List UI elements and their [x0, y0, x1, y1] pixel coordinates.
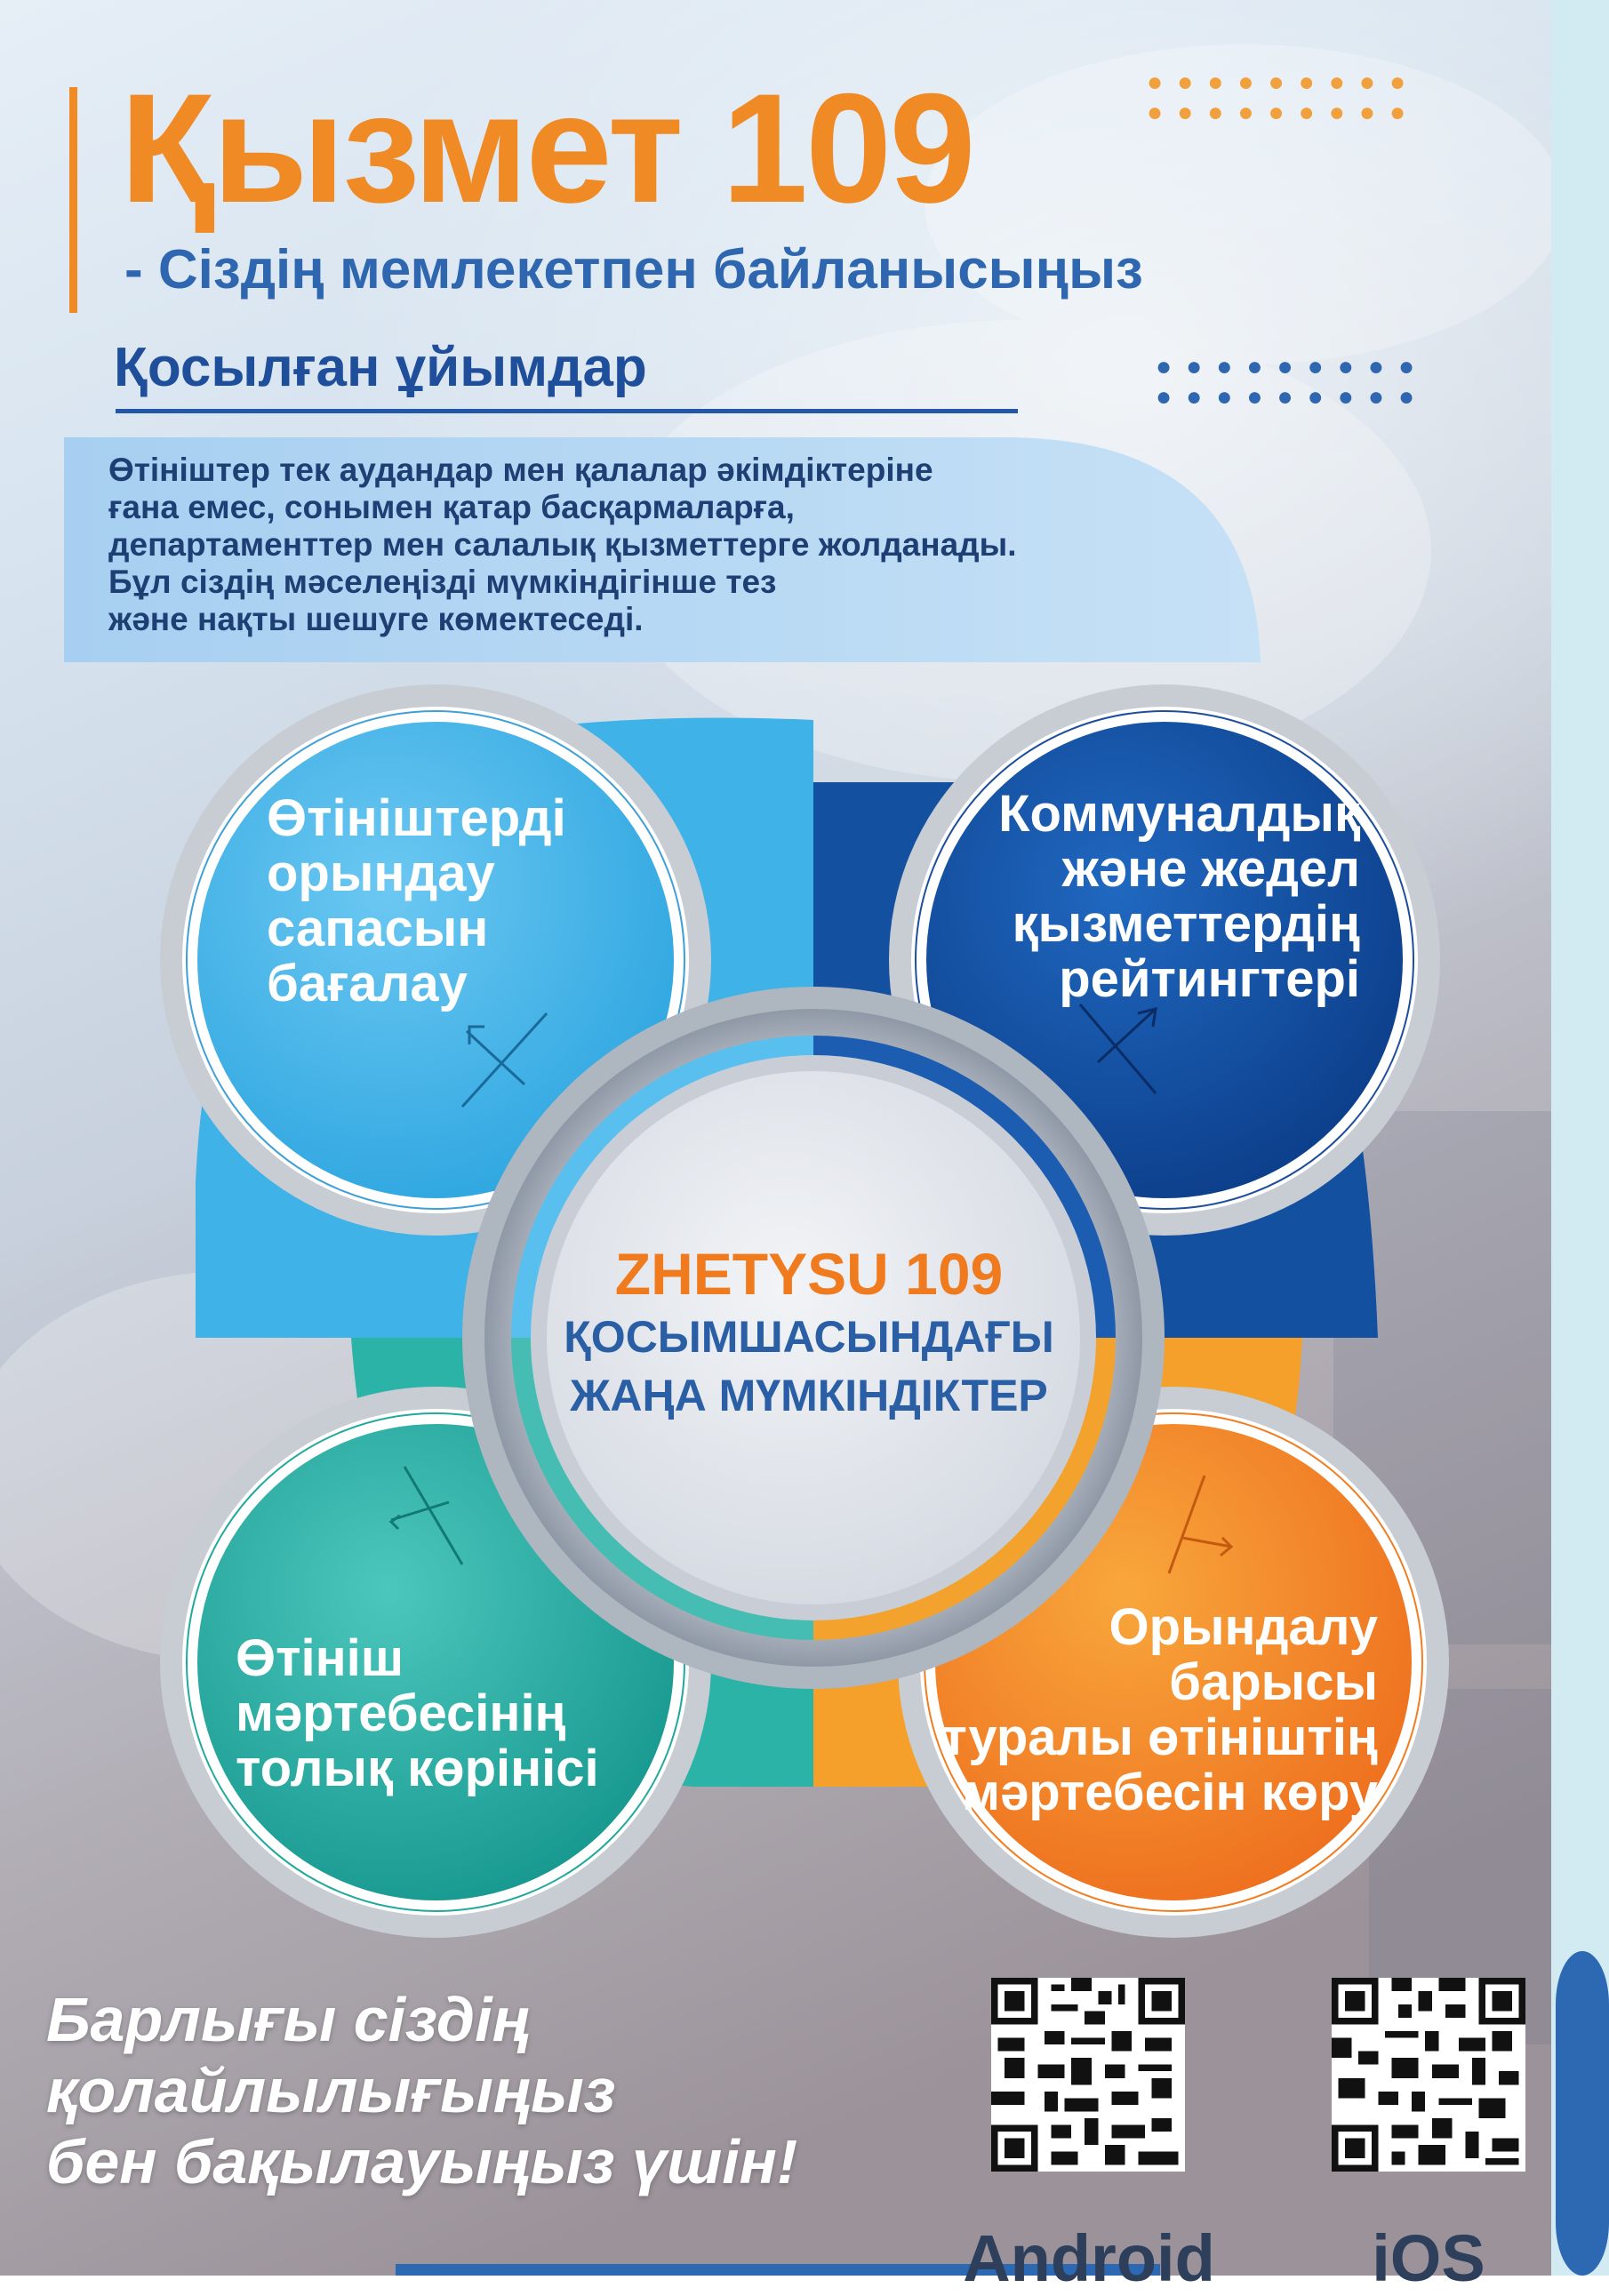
feature-line: барысы — [1169, 1653, 1378, 1711]
feature-line: бағалау — [267, 955, 468, 1012]
center-title: ZHETYSU 109 — [614, 1241, 1004, 1307]
ios-qr-code[interactable] — [1332, 1978, 1525, 2172]
info-line: Өтініштер тек аудандар мен қалалар әкімдіктеріне — [108, 452, 933, 488]
feature-bottom-right-text — [933, 1600, 1378, 1820]
feature-line: Коммуналдық — [998, 785, 1360, 843]
feature-bottom-left-text — [236, 1631, 599, 1796]
feature-top-left-text — [267, 791, 566, 1012]
feature-line: Өтініш — [236, 1629, 404, 1687]
feature-line: рейтингтері — [1059, 950, 1360, 1008]
decorative-dots-mid: ●●●●●●●●● ●●●●●●●●● — [1156, 352, 1429, 412]
center-label — [498, 1240, 1120, 1425]
decorative-dots-top: ●●●●●●●●● ●●●●●●●●● — [1147, 68, 1421, 127]
android-label[interactable]: Android — [963, 2221, 1215, 2295]
slogan-line: бен бақылауыңыз үшін! — [46, 2127, 798, 2196]
slogan — [46, 1984, 797, 2197]
info-line: ғана емес, сонымен қатар басқармаларға, — [108, 489, 795, 525]
feature-line: және жедел — [1061, 840, 1360, 898]
section-heading: Қосылған ұйымдар — [114, 337, 647, 398]
android-qr-code[interactable] — [991, 1978, 1185, 2172]
feature-line: туралы өтініштің — [941, 1708, 1378, 1766]
page-title: Қызмет 109 — [120, 62, 973, 236]
info-box-text — [108, 452, 1220, 638]
slogan-line: Барлығы сіздің — [46, 1985, 530, 2054]
ios-label[interactable]: iOS — [1372, 2221, 1485, 2295]
feature-line: орындау — [267, 844, 495, 902]
feature-line: Орындалу — [1109, 1598, 1378, 1656]
feature-line: мәртебесінің — [236, 1684, 566, 1742]
feature-line: толық көрінісі — [236, 1740, 599, 1797]
feature-top-right-text — [960, 787, 1360, 1007]
info-line: департаменттер мен салалық қызметтерге жолданады. — [108, 526, 1017, 563]
center-line: ҚОСЫМШАСЫНДАҒЫ — [564, 1312, 1054, 1362]
center-line: ЖАҢА МҮМКІНДІКТЕР — [570, 1371, 1048, 1420]
feature-line: қызметтердің — [1012, 895, 1360, 953]
feature-line: мәртебесін көру — [962, 1764, 1378, 1821]
info-line: және нақты шешуге көмектеседі. — [108, 601, 644, 637]
info-line: Бұл сіздің мәселеңізді мүмкіндігінше тез — [108, 564, 777, 600]
feature-line: сапасын — [267, 900, 489, 957]
slogan-line: қолайлылығыңыз — [46, 2056, 616, 2125]
feature-line: Өтініштерді — [267, 789, 566, 847]
center-subtitle — [498, 1308, 1120, 1425]
page-subtitle: - Сіздің мемлекетпен байланысыңыз — [124, 239, 1143, 300]
